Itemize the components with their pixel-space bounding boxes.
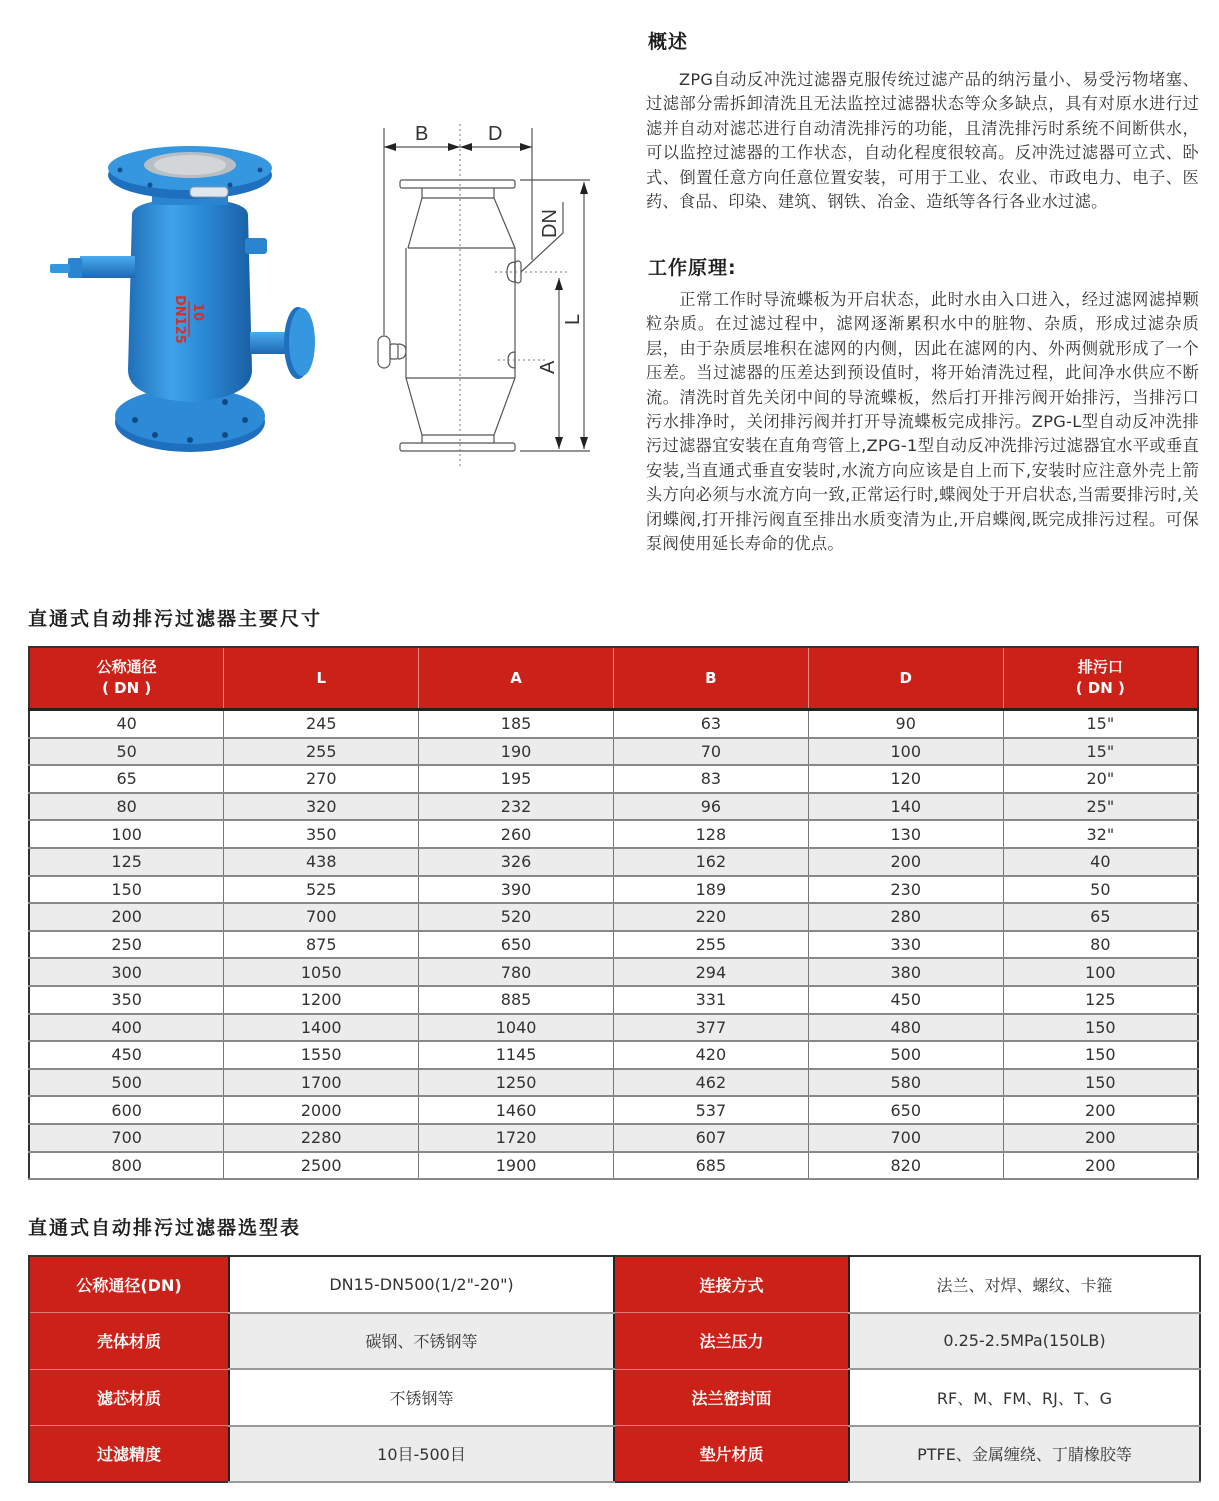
cell-l: 525 (224, 876, 419, 904)
table-row (29, 1041, 1198, 1069)
label-b: B (415, 123, 429, 145)
cell-l: 350 (224, 820, 419, 848)
cell-a: 260 (419, 820, 614, 848)
cell-dn: 300 (29, 958, 224, 986)
cell-b: 70 (613, 738, 808, 766)
cell-drain-dn: 20" (1003, 765, 1198, 793)
cell-a: 232 (419, 793, 614, 821)
cell-l: 2280 (224, 1124, 419, 1152)
cell-drain-dn: 100 (1003, 958, 1198, 986)
cell-a: 1720 (419, 1124, 614, 1152)
dimension-table-body (29, 710, 1198, 1180)
cell-a: 185 (419, 710, 614, 738)
header-b: B (613, 647, 808, 710)
cell-b: 128 (613, 820, 808, 848)
cell-a: 1460 (419, 1096, 614, 1124)
overview-text (646, 68, 1199, 214)
cell-dn: 125 (29, 848, 224, 876)
selection-label: 公称通径(DN) (29, 1256, 229, 1313)
selection-value: RF、M、FM、RJ、T、G (849, 1369, 1200, 1426)
cell-a: 195 (419, 765, 614, 793)
cell-dn: 450 (29, 1041, 224, 1069)
selection-label: 法兰密封面 (614, 1369, 849, 1426)
filter-product-image (40, 130, 340, 460)
cell-l: 2500 (224, 1152, 419, 1180)
cell-drain-dn: 50 (1003, 876, 1198, 904)
cell-d: 200 (808, 848, 1003, 876)
label-d: D (488, 123, 503, 145)
cell-b: 96 (613, 793, 808, 821)
cell-b: 377 (613, 1014, 808, 1042)
cell-l: 320 (224, 793, 419, 821)
cell-drain-dn: 15" (1003, 710, 1198, 738)
header-drain-dn: 排污口 ( DN ) (1003, 647, 1198, 710)
label-l: L (562, 313, 584, 325)
principle-title: 工作原理: (648, 257, 737, 279)
selection-label: 连接方式 (614, 1256, 849, 1313)
cell-drain-dn: 150 (1003, 1041, 1198, 1069)
cell-l: 2000 (224, 1096, 419, 1124)
cell-drain-dn: 200 (1003, 1152, 1198, 1180)
selection-value: 法兰、对焊、螺纹、卡箍 (849, 1256, 1200, 1313)
selection-table (28, 1255, 1201, 1483)
cell-dn: 250 (29, 931, 224, 959)
dimension-table-header (29, 647, 1198, 710)
cell-d: 90 (808, 710, 1003, 738)
cell-dn: 40 (29, 710, 224, 738)
selection-label: 壳体材质 (29, 1313, 229, 1370)
cell-drain-dn: 32" (1003, 820, 1198, 848)
cell-l: 1700 (224, 1069, 419, 1097)
cell-b: 83 (613, 765, 808, 793)
cell-dn: 65 (29, 765, 224, 793)
cell-b: 607 (613, 1124, 808, 1152)
cell-l: 1550 (224, 1041, 419, 1069)
table-row (29, 820, 1198, 848)
cell-d: 120 (808, 765, 1003, 793)
selection-value: PTFE、金属缠绕、丁腈橡胶等 (849, 1426, 1200, 1483)
cell-a: 885 (419, 986, 614, 1014)
cell-b: 537 (613, 1096, 808, 1124)
cell-a: 650 (419, 931, 614, 959)
table-row (29, 848, 1198, 876)
cell-l: 270 (224, 765, 419, 793)
cell-dn: 100 (29, 820, 224, 848)
dimension-table (28, 646, 1199, 1180)
selection-row (29, 1256, 1200, 1313)
cell-b: 331 (613, 986, 808, 1014)
cell-l: 875 (224, 931, 419, 959)
product-photo (40, 130, 340, 460)
header-a: A (419, 647, 614, 710)
table-row (29, 1014, 1198, 1042)
cell-b: 162 (613, 848, 808, 876)
selection-value: 0.25-2.5MPa(150LB) (849, 1313, 1200, 1370)
selection-row (29, 1369, 1200, 1426)
cell-d: 450 (808, 986, 1003, 1014)
table-row (29, 903, 1198, 931)
selection-row (29, 1313, 1200, 1370)
header-dn: 公称通径 ( DN ) (29, 647, 224, 710)
cell-a: 780 (419, 958, 614, 986)
table-row (29, 738, 1198, 766)
label-a: A (537, 360, 559, 374)
cell-drain-dn: 150 (1003, 1014, 1198, 1042)
cell-a: 190 (419, 738, 614, 766)
cell-d: 380 (808, 958, 1003, 986)
cell-b: 255 (613, 931, 808, 959)
selection-value: 碳钢、不锈钢等 (229, 1313, 614, 1370)
table-row (29, 1069, 1198, 1097)
cell-b: 685 (613, 1152, 808, 1180)
overview-body: ZPG自动反冲洗过滤器克服传统过滤产品的纳污量小、易受污物堵塞、过滤部分需拆卸清洗且无法监控过滤器状态等众多缺点，具有对原水进行过滤并自动对滤芯进行自动清洗排污的功能，且清洗排污时系统不间断供水，可以监控过滤器的工作状态，自动化程度很较高。反冲洗过滤器可立式、卧式、倒置任意方向任意位置安装，可用于工业、农业、市政电力、电子、医药、食品、印染、建筑、钢铁、冶金、造纸等各行各业水过滤。 (646, 70, 1199, 212)
cell-a: 1250 (419, 1069, 614, 1097)
cell-dn: 800 (29, 1152, 224, 1180)
cell-l: 255 (224, 738, 419, 766)
cell-dn: 80 (29, 793, 224, 821)
cell-dn: 50 (29, 738, 224, 766)
cell-a: 326 (419, 848, 614, 876)
cell-drain-dn: 25" (1003, 793, 1198, 821)
cell-drain-dn: 125 (1003, 986, 1198, 1014)
cell-dn: 500 (29, 1069, 224, 1097)
cell-drain-dn: 40 (1003, 848, 1198, 876)
cell-d: 700 (808, 1124, 1003, 1152)
cell-dn: 600 (29, 1096, 224, 1124)
dimension-table-title: 直通式自动排污过滤器主要尺寸 (28, 608, 323, 630)
marking-pressure: 10 (190, 303, 205, 322)
label-dn: DN (539, 209, 561, 238)
cell-d: 820 (808, 1152, 1003, 1180)
cell-d: 330 (808, 931, 1003, 959)
cell-d: 650 (808, 1096, 1003, 1124)
filter-dimension-drawing (370, 110, 590, 470)
cell-l: 1400 (224, 1014, 419, 1042)
cell-drain-dn: 15" (1003, 738, 1198, 766)
selection-label: 法兰压力 (614, 1313, 849, 1370)
cell-b: 189 (613, 876, 808, 904)
cell-l: 1200 (224, 986, 419, 1014)
cell-dn: 200 (29, 903, 224, 931)
principle-text (646, 288, 1199, 556)
dimension-diagram (370, 110, 590, 470)
cell-b: 420 (613, 1041, 808, 1069)
cell-d: 580 (808, 1069, 1003, 1097)
cell-drain-dn: 200 (1003, 1096, 1198, 1124)
header-d: D (808, 647, 1003, 710)
selection-label: 过滤精度 (29, 1426, 229, 1483)
cell-dn: 400 (29, 1014, 224, 1042)
cell-a: 1145 (419, 1041, 614, 1069)
table-row (29, 765, 1198, 793)
cell-d: 140 (808, 793, 1003, 821)
cell-d: 230 (808, 876, 1003, 904)
cell-b: 294 (613, 958, 808, 986)
cell-a: 1900 (419, 1152, 614, 1180)
cell-l: 1050 (224, 958, 419, 986)
selection-label: 滤芯材质 (29, 1369, 229, 1426)
selection-value: 不锈钢等 (229, 1369, 614, 1426)
table-row (29, 710, 1198, 738)
cell-dn: 350 (29, 986, 224, 1014)
cell-d: 280 (808, 903, 1003, 931)
selection-value: DN15-DN500(1/2"-20") (229, 1256, 614, 1313)
cell-a: 1040 (419, 1014, 614, 1042)
cell-drain-dn: 80 (1003, 931, 1198, 959)
cell-a: 390 (419, 876, 614, 904)
table-row (29, 1096, 1198, 1124)
cell-b: 63 (613, 710, 808, 738)
table-row (29, 876, 1198, 904)
cell-dn: 700 (29, 1124, 224, 1152)
selection-row (29, 1426, 1200, 1483)
cell-l: 438 (224, 848, 419, 876)
cell-l: 245 (224, 710, 419, 738)
table-row (29, 958, 1198, 986)
cell-b: 462 (613, 1069, 808, 1097)
cell-d: 130 (808, 820, 1003, 848)
table-row (29, 986, 1198, 1014)
cell-drain-dn: 150 (1003, 1069, 1198, 1097)
table-row (29, 1124, 1198, 1152)
cell-d: 100 (808, 738, 1003, 766)
header-l: L (224, 647, 419, 710)
table-row (29, 793, 1198, 821)
table-row (29, 931, 1198, 959)
cell-l: 700 (224, 903, 419, 931)
cell-d: 480 (808, 1014, 1003, 1042)
cell-drain-dn: 200 (1003, 1124, 1198, 1152)
cell-dn: 150 (29, 876, 224, 904)
principle-body: 正常工作时导流蝶板为开启状态，此时水由入口进入，经过滤网滤掉颗粒杂质。在过滤过程中，滤网逐渐累积水中的脏物、杂质，形成过滤杂质层，由于杂质层堆积在滤网的内侧，因此在滤网的内、外两侧就形成了一个压差。当过滤器的压差达到预设值时，将开始清洗过程，此间净水供应不断流。清洗时首先关闭中间的导流蝶板，然后打开排污阀开始排污，当排污口污水排净时，关闭排污阀并打开导流蝶板完成排污。ZPG-L型自动反冲洗排污过滤器宜安装在直角弯管上,ZPG-1型自动反冲洗排污过滤器宜水平或垂直安装,当直通式垂直安装时,水流方向应该是自上而下,安装时应注意外壳上箭头方向必须与水流方向一致,正常运行时,蝶阀处于开启状态,当需要排污时,关闭蝶阀,打开排污阀直至排出水质变清为止,开启蝶阀,既完成排污过程。可保泵阀使用延长寿命的优点。 (646, 290, 1199, 554)
overview-title: 概述 (648, 31, 689, 53)
selection-label: 垫片材质 (614, 1426, 849, 1483)
cell-drain-dn: 65 (1003, 903, 1198, 931)
selection-table-title: 直通式自动排污过滤器选型表 (28, 1217, 302, 1239)
cell-b: 220 (613, 903, 808, 931)
cell-d: 500 (808, 1041, 1003, 1069)
table-row (29, 1152, 1198, 1180)
selection-value: 10目-500目 (229, 1426, 614, 1483)
marking-size: DN125 (172, 295, 187, 344)
cell-a: 520 (419, 903, 614, 931)
